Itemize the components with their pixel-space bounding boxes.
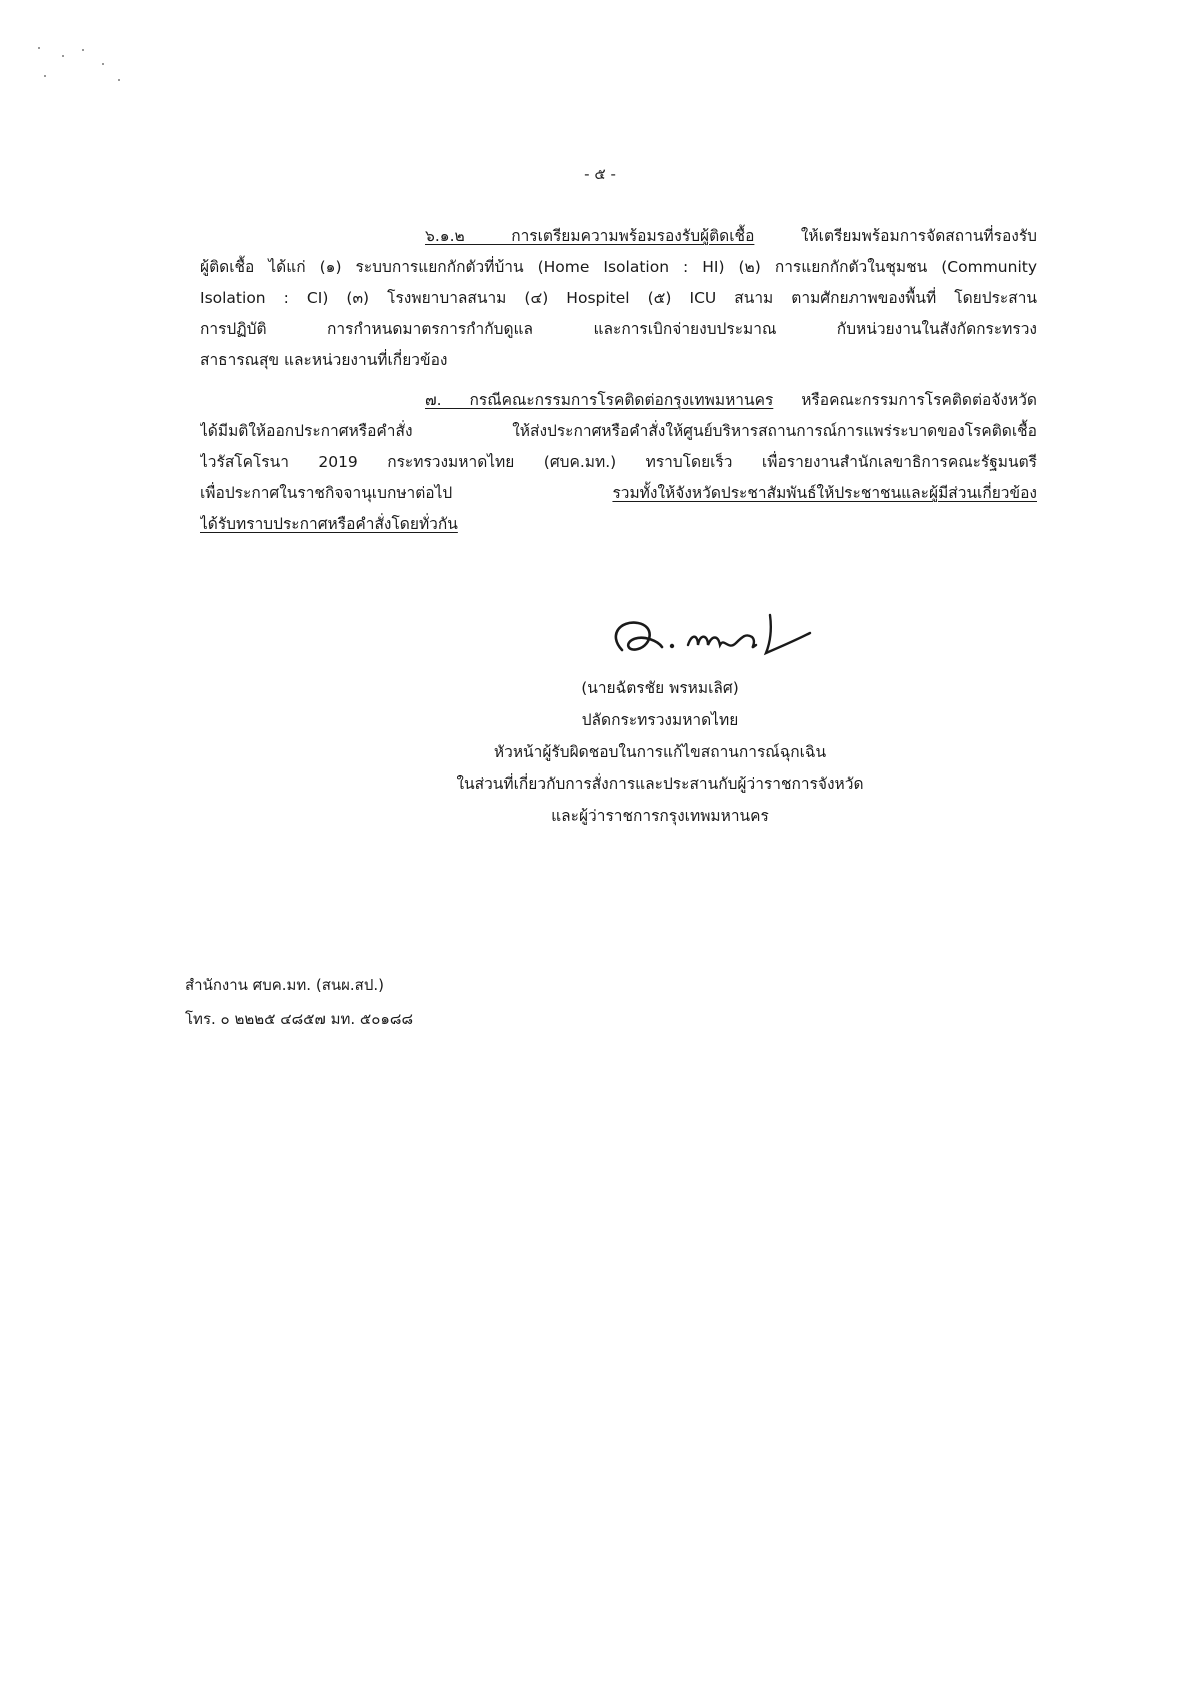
paragraph-line: เพื่อประกาศในราชกิจจานุเบกษาต่อไป รวมทั้งให้จังหวัดประชาสัมพันธ์ให้ประชาชนและผู้มีส่วนเกี่ยวข้อง [200,484,1037,502]
paragraph-line: ผู้ติดเชื้อ ได้แก่ (๑) ระบบการแยกกักตัวที่บ้าน (Home Isolation : HI) (๒) การแยกกักตัวในชุมชน (Community [200,258,1037,276]
paragraph-line: การปฏิบัติ การกำหนดมาตรการกำกับดูแล และการเบิกจ่ายงบประมาณ กับหน่วยงานในสังกัดกระทรวง [200,320,1037,338]
paragraph-line: Isolation : CI) (๓) โรงพยาบาลสนาม (๔) Hospitel (๕) ICU สนาม ตามศักยภาพของพื้นที่ โดยประสาน [200,289,1037,307]
signatory-position: หัวหน้าผู้รับผิดชอบในการแก้ไขสถานการณ์ฉุกเฉิน [493,743,827,761]
page-number: - ๕ - [584,165,616,183]
underlined-phrase: ได้รับทราบประกาศหรือคำสั่งโดยทั่วกัน [200,515,458,533]
office-name: สำนักงาน ศบค.มท. (สนผ.สป.) [185,976,384,994]
section-heading: ๖.๑.๒ การเตรียมความพร้อมรองรับผู้ติดเชื้อ [425,227,755,245]
footer-contact [185,968,413,1036]
signatory-block [440,672,880,832]
section-heading: ๗. กรณีคณะกรรมการโรคติดต่อกรุงเทพมหานคร [425,391,774,409]
paragraph-line: สาธารณสุข และหน่วยงานที่เกี่ยวข้อง [200,351,448,369]
handwritten-signature [600,595,830,675]
paragraph-line: ได้มีมติให้ออกประกาศหรือคำสั่ง ให้ส่งประกาศหรือคำสั่งให้ศูนย์บริหารสถานการณ์การแพร่ระบาดของโรคติดเชื้อ [200,422,1037,440]
paragraph-6-1-2 [200,221,1037,376]
paragraph-7 [200,385,1037,540]
phone-number: โทร. ๐ ๒๒๒๕ ๔๘๕๗ มท. ๕๐๑๘๘ [185,1010,414,1028]
scan-noise [30,45,150,105]
paragraph-line: ๗. กรณีคณะกรรมการโรคติดต่อกรุงเทพมหานคร หรือคณะกรรมการโรคติดต่อจังหวัด [425,391,1037,409]
signatory-position: ปลัดกระทรวงมหาดไทย [581,711,739,729]
signatory-position: ในส่วนที่เกี่ยวกับการสั่งการและประสานกับผู้ว่าราชการจังหวัด [456,775,864,793]
paragraph-line: ไวรัสโคโรนา 2019 กระทรวงมหาดไทย (ศบค.มท.) ทราบโดยเร็ว เพื่อรายงานสำนักเลขาธิการคณะรัฐมนตรี [200,453,1037,471]
signatory-position: และผู้ว่าราชการกรุงเทพมหานคร [551,807,769,825]
signatory-name: (นายฉัตรชัย พรหมเลิศ) [581,679,739,697]
paragraph-line: ๖.๑.๒ การเตรียมความพร้อมรองรับผู้ติดเชื้อ ให้เตรียมพร้อมการจัดสถานที่รองรับ [425,227,1037,245]
paragraph-line [200,509,1037,540]
underlined-phrase: รวมทั้งให้จังหวัดประชาสัมพันธ์ให้ประชาชนและผู้มีส่วนเกี่ยวข้อง [612,484,1037,502]
